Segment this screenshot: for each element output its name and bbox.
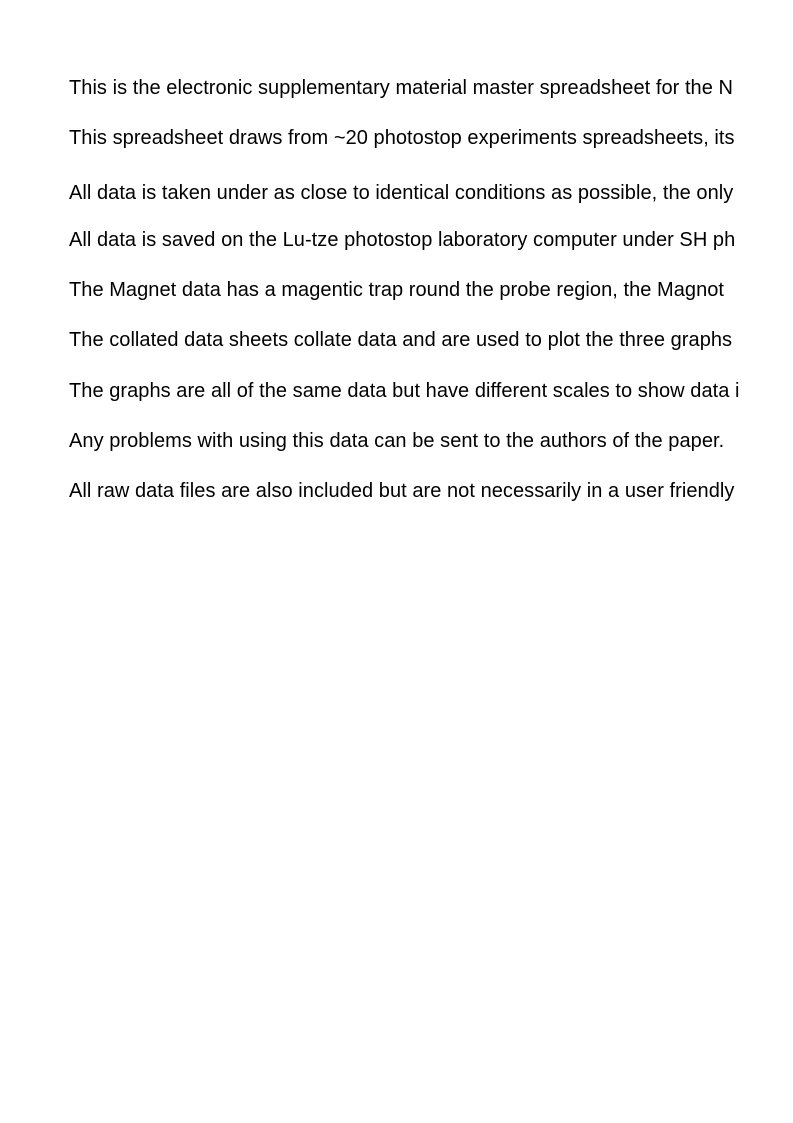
- text-line-intro: This is the electronic supplementary material master spreadsheet for the N: [69, 77, 733, 99]
- text-line-conditions: All data is taken under as close to identical conditions as possible, the only: [69, 182, 734, 204]
- text-line-sources: This spreadsheet draws from ~20 photostop experiments spreadsheets, its: [69, 127, 735, 149]
- text-line-storage: All data is saved on the Lu-tze photostop laboratory computer under SH ph: [69, 229, 736, 251]
- text-line-contact: Any problems with using this data can be sent to the authors of the paper.: [69, 430, 725, 452]
- text-line-raw-data: All raw data files are also included but are not necessarily in a user friendly: [69, 480, 735, 502]
- text-line-graphs: The graphs are all of the same data but have different scales to show data i: [69, 380, 740, 402]
- text-line-collated: The collated data sheets collate data and are used to plot the three graphs: [69, 329, 733, 351]
- text-line-magnet: The Magnet data has a magentic trap round the probe region, the Magnot: [69, 279, 725, 301]
